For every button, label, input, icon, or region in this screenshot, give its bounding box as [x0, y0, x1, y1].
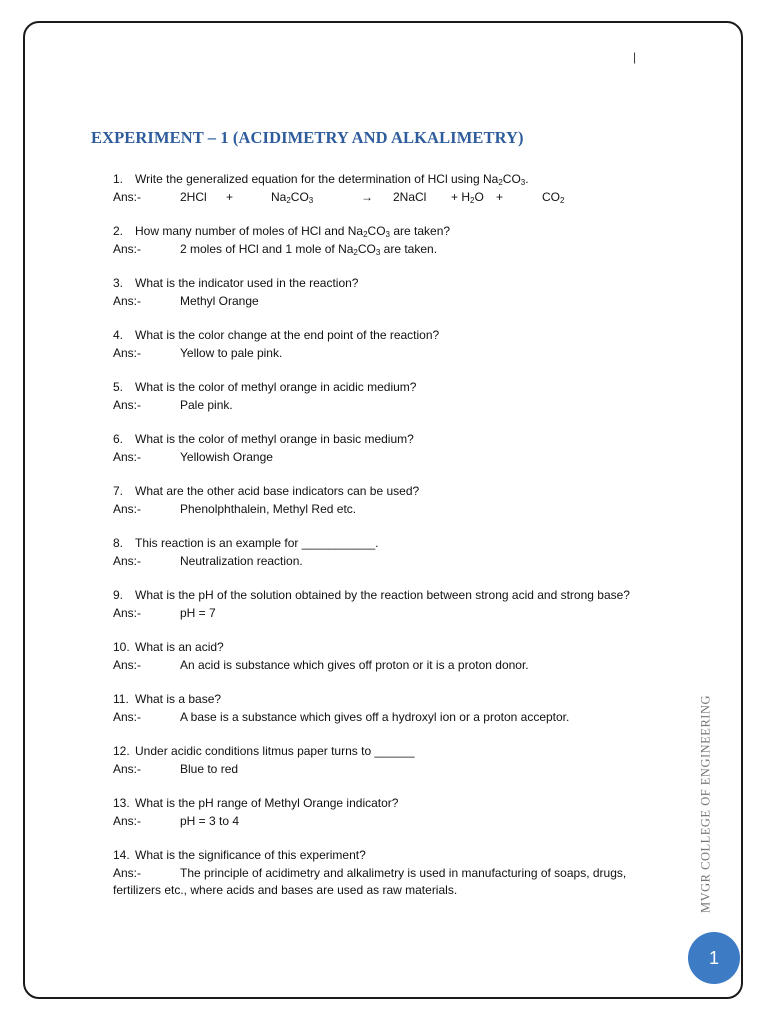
- answer-14: Ans:- The principle of acidimetry and alkalimetry is used in manufacturing of soaps, drugs, fertilizers etc., where acids and bases are used as raw materials.: [113, 865, 627, 897]
- eq-co2: $CO_2$: [542, 189, 565, 205]
- question: 4. What is the color change at the end point of the reaction?: [113, 328, 440, 342]
- qa-item: [113, 379, 673, 414]
- question-14: 14. What is the significance of this experiment?: [113, 848, 366, 862]
- qa-item: [113, 795, 673, 830]
- question: 8. This reaction is an example for ___________.: [113, 536, 379, 550]
- qa-item: [113, 431, 673, 466]
- question: 10. What is an acid?: [113, 640, 224, 654]
- eq-plus: +: [226, 189, 234, 204]
- eq-water: + $H_2O$: [451, 189, 484, 205]
- qa-item: [113, 639, 673, 674]
- answer-1-equation: Ans:- 2HCl + $Na_2CO_3$ → 2NaCl + $H_2O$ + $CO_2$: [113, 189, 565, 205]
- eq-arrow: →: [361, 189, 373, 204]
- qa-repeat-list: [113, 275, 673, 830]
- qa-list: [113, 171, 673, 917]
- qa-item: [113, 535, 673, 570]
- qa-item-2: [113, 223, 673, 258]
- qa-item-1: [113, 171, 673, 206]
- qa-item: [113, 327, 673, 362]
- answer: Ans:- Yellowish Orange: [113, 449, 273, 464]
- answer: Ans:- Methyl Orange: [113, 293, 259, 308]
- question: 7. What are the other acid base indicators can be used?: [113, 484, 420, 498]
- question: 6. What is the color of methyl orange in basic medium?: [113, 432, 414, 446]
- page-title: EXPERIMENT – 1 (ACIDIMETRY AND ALKALIMETRY): [91, 128, 524, 147]
- qa-item: [113, 587, 673, 622]
- eq-hcl: 2HCl: [180, 189, 207, 204]
- qa-item: [113, 743, 673, 778]
- question: 12. Under acidic conditions litmus paper turns to ______: [113, 744, 415, 758]
- answer: Ans:- An acid is substance which gives off proton or it is a proton donor.: [113, 657, 529, 672]
- text-cursor: |: [633, 50, 637, 64]
- qa-item: [113, 691, 673, 726]
- answer: Ans:- Yellow to pale pink.: [113, 345, 283, 360]
- answer: Ans:- Neutralization reaction.: [113, 553, 303, 568]
- page-number-badge: 1: [688, 932, 740, 984]
- answer: Ans:- pH = 7: [113, 605, 216, 620]
- question: 5. What is the color of methyl orange in acidic medium?: [113, 380, 417, 394]
- answer: Ans:- Pale pink.: [113, 397, 233, 412]
- question-2: 2. How many number of moles of HCl and $Na_2CO_3$ are taken?: [113, 224, 451, 239]
- question: 3. What is the indicator used in the reaction?: [113, 276, 359, 290]
- question-1: 1. Write the generalized equation for the determination of HCl using $Na_2CO_3$.: [113, 172, 529, 187]
- eq-nacl: 2NaCl: [393, 189, 427, 204]
- college-name-side-text: MVGR COLLEGE OF ENGINEERING: [698, 695, 713, 913]
- question: 11. What is a base?: [113, 692, 222, 706]
- answer: Ans:- pH = 3 to 4: [113, 813, 240, 828]
- answer-2: Ans:- 2 moles of HCl and 1 mole of $Na_2CO_3$ are taken.: [113, 241, 438, 257]
- eq-plus: +: [496, 189, 504, 204]
- answer: Ans:- Blue to red: [113, 761, 239, 776]
- qa-item: [113, 483, 673, 518]
- qa-item-14: [113, 847, 673, 900]
- question: 9. What is the pH of the solution obtained by the reaction between strong acid and strong base?: [113, 588, 630, 602]
- eq-na2co3: $Na_2CO_3$: [271, 189, 314, 205]
- qa-item: [113, 275, 673, 310]
- question: 13. What is the pH range of Methyl Orange indicator?: [113, 796, 399, 810]
- answer: Ans:- A base is a substance which gives off a hydroxyl ion or a proton acceptor.: [113, 709, 570, 724]
- answer: Ans:- Phenolphthalein, Methyl Red etc.: [113, 501, 357, 516]
